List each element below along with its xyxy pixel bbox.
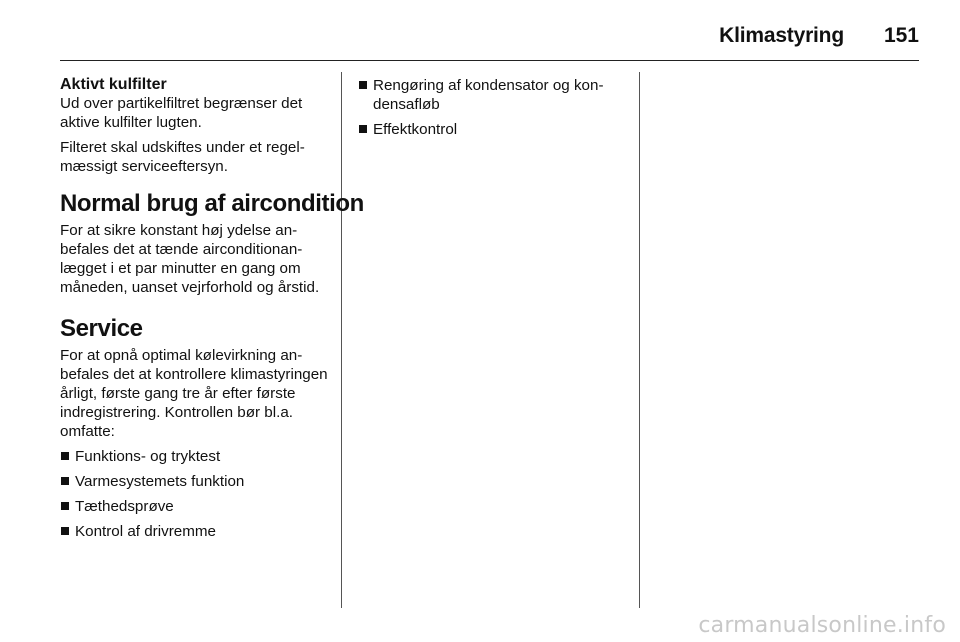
square-bullet-icon [359, 81, 367, 89]
bullet-list [60, 447, 332, 541]
list-item-text: Varmesystemets funktion [75, 473, 245, 490]
list-item [358, 76, 628, 114]
section-heading: Aktivt kulfilter [60, 76, 167, 93]
list-item [60, 522, 332, 541]
square-bullet-icon [61, 527, 69, 535]
section-service [60, 315, 332, 541]
header-divider [60, 60, 919, 61]
list-item-text: Rengøring af kondensator og kondensafløb [373, 77, 604, 113]
square-bullet-icon [61, 452, 69, 460]
column-middle [358, 76, 628, 145]
section-heading: Normal brug af aircondition [60, 190, 364, 217]
page-number: 151 [883, 24, 919, 47]
column-divider-left [341, 72, 342, 608]
bullet-list [358, 76, 628, 139]
paragraph: Filteret skal udskiftes under et regelmæssigt serviceeftersyn. [60, 139, 305, 175]
list-item [60, 497, 332, 516]
watermark: carmanualsonline.info [698, 613, 946, 638]
section-aktivt-kulfilter [60, 76, 332, 176]
square-bullet-icon [61, 477, 69, 485]
list-item [60, 447, 332, 466]
list-item [60, 472, 332, 491]
list-item-text: Tæthedsprøve [75, 498, 174, 515]
paragraph: Ud over partikelfiltret begrænser det aktive kulfilter lugten. [60, 95, 303, 131]
list-item-text: Effektkontrol [373, 121, 458, 138]
column-divider-right [639, 72, 640, 608]
list-item-text: Kontrol af drivremme [75, 523, 216, 540]
square-bullet-icon [359, 125, 367, 133]
square-bullet-icon [61, 502, 69, 510]
chapter-title: Klimastyring [719, 24, 844, 47]
list-item-text: Funktions- og tryktest [75, 448, 221, 465]
section-normal-brug [60, 190, 364, 297]
paragraph: For at opnå optimal kølevirkning anbefales det at kontrollere klimastyringen årligt, første gang tre år efter første indregistrering. Kontrollen bør bl.a. omfatte: [60, 347, 328, 440]
column-left [60, 76, 364, 547]
page-header [719, 16, 919, 56]
section-heading: Service [60, 315, 143, 342]
list-item [358, 120, 628, 139]
paragraph: For at sikre konstant høj ydelse anbefales det at tænde airconditionanlægget i et par minutter en gang om måneden, uanset vejrforhold og årstid. [60, 222, 320, 296]
